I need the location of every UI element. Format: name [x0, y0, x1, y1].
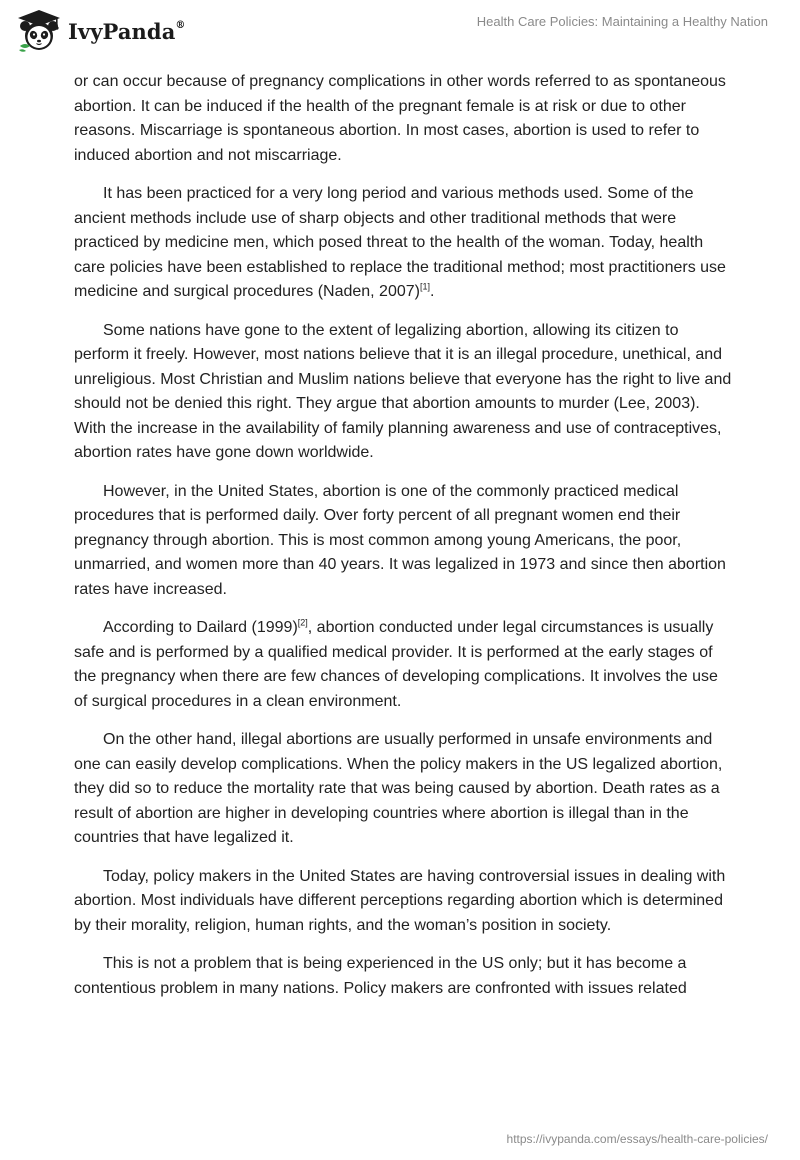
brand-name: IvyPanda® — [68, 18, 186, 44]
citation-ref-2[interactable]: [2] — [297, 617, 308, 628]
page-header — [0, 0, 800, 62]
paragraph-2: It has been practiced for a very long period and various methods used. Some of the ancient methods include use of sharp objects and other traditional methods that were practiced by medicine men, which posed threat to the health of the woman. Today, health care policies have been established to replace the traditional method; most practitioners use medicine and surgical procedures (Naden, 2007)[1]. — [74, 185, 726, 300]
paragraph-1: or can occur because of pregnancy complications in other words referred to as spontaneous abortion. It can be induced if the health of the pregnant female is at risk or due to other reasons. Miscarriage is spontaneous abortion. In most cases, abortion is used to refer to induced abortion and not miscarriage. — [74, 73, 726, 164]
source-url-link[interactable]: https://ivypanda.com/essays/health-care-policies/ — [506, 1132, 768, 1146]
paragraph-8: This is not a problem that is being experienced in the US only; but it has become a contentious problem in many nations. Policy makers are confronted with issues related — [74, 955, 687, 997]
paragraph-5: According to Dailard (1999)[2], abortion conducted under legal circumstances is usually safe and is performed by a qualified medical provider. It is performed at the early stages of the pregnancy when there are few chances of developing complications. It involves the use of surgical procedures in a clean environment. — [74, 617, 718, 710]
essay-body — [74, 70, 734, 1015]
panda-graduate-icon — [16, 9, 62, 53]
paragraph-4: However, in the United States, abortion is one of the commonly practiced medical procedures that is performed daily. Over forty percent of all pregnant women end their pregnancy through abortion. This is most common among young Americans, the poor, unmarried, and women more than 40 years. It was legalized in 1973 and since then abortion rates have increased. — [74, 482, 726, 598]
paragraph-3: Some nations have gone to the extent of legalizing abortion, allowing its citizen to perform it freely. However, most nations believe that it is an illegal procedure, unethical, and unreligious. Most Christian and Muslim nations believe that everyone has the right to live and should not be denied this right. They argue that abortion amounts to murder (Lee, 2003). With the increase in the availability of family planning awareness and use of contraceptives, abortion rates have gone down worldwide. — [74, 321, 732, 461]
ivypanda-logo[interactable] — [16, 9, 186, 53]
citation-ref-1[interactable]: [1] — [419, 281, 430, 292]
document-title: Health Care Policies: Maintaining a Healthy Nation — [476, 14, 768, 29]
paragraph-6: On the other hand, illegal abortions are usually performed in unsafe environments and one can easily develop complications. When the policy makers in the US legalized abortion, they did so to reduce the mortality rate that was being caused by abortion. Death rates as a result of abortion are higher in developing countries where abortion is illegal than in the countries that have legalized it. — [74, 731, 723, 846]
paragraph-7: Today, policy makers in the United States are having controversial issues in dealing with abortion. Most individuals have different perceptions regarding abortion which is determined by their morality, religion, human rights, and the woman’s position in society. — [74, 867, 726, 934]
